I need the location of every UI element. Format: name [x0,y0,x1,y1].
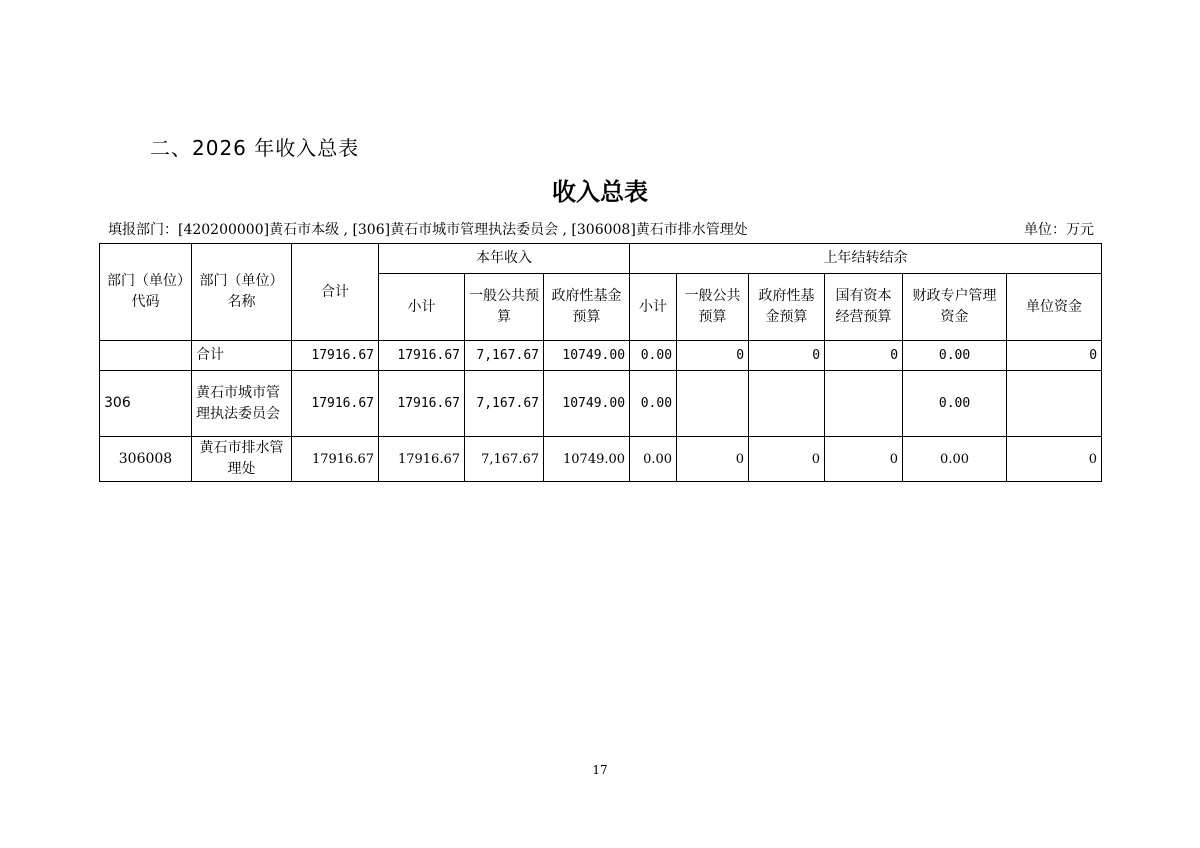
cell-cy-gov-fund: 10749.00 [544,341,630,371]
cell-py-gov-fund: 0 [749,341,825,371]
cell-py-fiscal-special: 0.00 [903,371,1007,437]
header-total: 合计 [292,244,379,341]
cell-py-general [677,371,749,437]
table-row-total [100,341,1102,371]
header-dept-name: 部门（单位）名称 [192,244,292,341]
header-py-fiscal-special: 财政专户管理资金 [903,274,1007,341]
cell-py-subtotal: 0.00 [630,341,677,371]
header-py-unit-funds: 单位资金 [1007,274,1102,341]
header-cy-gov-fund: 政府性基金预算 [544,274,630,341]
header-cy-general: 一般公共预算 [465,274,544,341]
cell-name: 黄石市排水管理处 [192,437,292,482]
cell-code: 306 [100,371,192,437]
header-cy-subtotal: 小计 [379,274,465,341]
header-prior-year: 上年结转结余 [630,244,1102,274]
header-py-subtotal: 小计 [630,274,677,341]
cell-py-state-capital [825,371,903,437]
cell-py-state-capital: 0 [825,437,903,482]
cell-py-subtotal: 0.00 [630,437,677,482]
meta-row [108,219,1094,239]
cell-py-fiscal-special: 0.00 [903,437,1007,482]
cell-py-general: 0 [677,437,749,482]
cell-code [100,341,192,371]
cell-py-gov-fund [749,371,825,437]
unit-label: 单位：万元 [1024,222,1094,238]
cell-total: 17916.67 [292,437,379,482]
page-number: 17 [592,763,608,777]
fill-department: 填报部门：[420200000]黄石市本级 , [306]黄石市城市管理执法委员会 , [306008]黄石市排水管理处 [108,222,748,238]
cell-py-unit-funds: 0 [1007,437,1102,482]
cell-cy-gov-fund: 10749.00 [544,371,630,437]
header-py-gov-fund: 政府性基金预算 [749,274,825,341]
cell-name: 合计 [192,341,292,371]
cell-py-subtotal: 0.00 [630,371,677,437]
cell-cy-general: 7,167.67 [465,371,544,437]
table-title: 收入总表 [552,178,648,206]
header-py-general: 一般公共预算 [677,274,749,341]
cell-py-fiscal-special: 0.00 [903,341,1007,371]
income-summary-table [99,243,1102,482]
cell-py-gov-fund: 0 [749,437,825,482]
cell-cy-subtotal: 17916.67 [379,437,465,482]
cell-py-unit-funds [1007,371,1102,437]
header-dept-code: 部门（单位）代码 [100,244,192,341]
cell-cy-general: 7,167.67 [465,437,544,482]
table-row-department [100,371,1102,437]
cell-code: 306008 [100,437,192,482]
cell-total: 17916.67 [292,371,379,437]
cell-cy-general: 7,167.67 [465,341,544,371]
cell-py-unit-funds: 0 [1007,341,1102,371]
table-row-unit [100,437,1102,482]
cell-cy-subtotal: 17916.67 [379,371,465,437]
header-current-year: 本年收入 [379,244,630,274]
cell-total: 17916.67 [292,341,379,371]
cell-py-general: 0 [677,341,749,371]
cell-name: 黄石市城市管理执法委员会 [192,371,292,437]
cell-cy-gov-fund: 10749.00 [544,437,630,482]
cell-cy-subtotal: 17916.67 [379,341,465,371]
cell-py-state-capital: 0 [825,341,903,371]
header-py-state-capital: 国有资本经营预算 [825,274,903,341]
section-heading: 二、2026 年收入总表 [150,136,360,160]
